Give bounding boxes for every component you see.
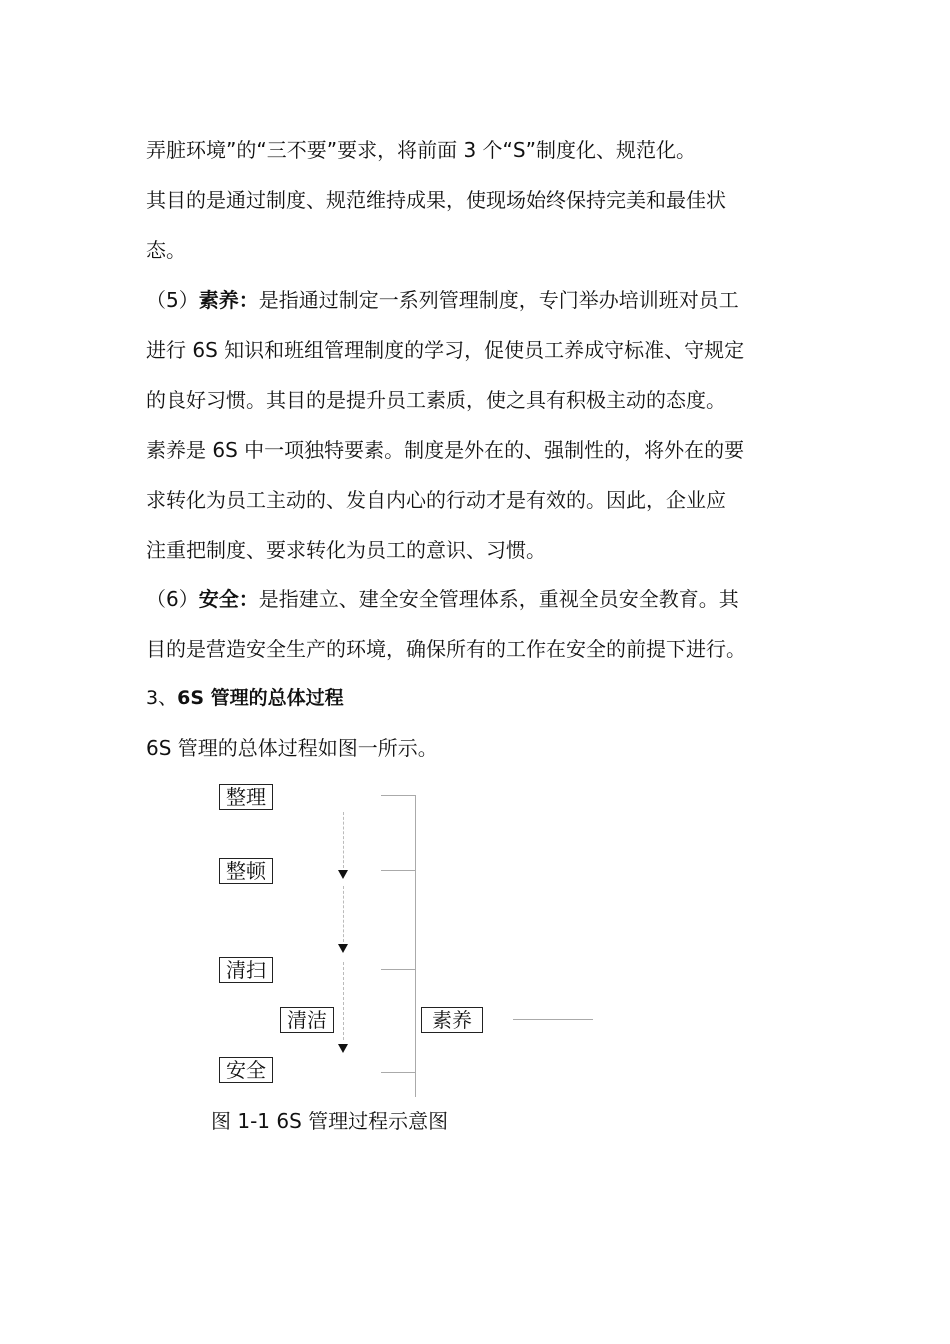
term-label: 安全：: [198, 587, 259, 611]
box-shitsuke: 素养: [421, 1007, 483, 1033]
item-number: （6）: [146, 587, 199, 611]
box-safety: 安全: [219, 1057, 273, 1083]
box-seiton: 整顿: [219, 858, 273, 884]
flow-line: [343, 886, 344, 942]
term-label: 素养：: [198, 288, 259, 312]
box-seiso: 清扫: [219, 957, 273, 983]
text-line: 进行 6S 知识和班组管理制度的学习，促使员工养成守标准、守规定: [146, 338, 745, 362]
connector-line: [381, 795, 416, 796]
item-number: （5）: [146, 288, 199, 312]
text-line: 目的是营造安全生产的环境，确保所有的工作在安全的前提下进行。: [146, 637, 746, 661]
section-heading: [146, 684, 344, 712]
heading-number: 3、: [146, 687, 178, 709]
connector-trunk: [415, 795, 416, 1097]
connector-line: [381, 1072, 416, 1073]
section-5-line: [146, 286, 739, 314]
flow-line: [343, 812, 344, 868]
box-seiketsu: 清洁: [280, 1007, 334, 1033]
figure-caption: 图 1-1 6S 管理过程示意图: [211, 1109, 449, 1133]
text-line: 其目的是通过制度、规范维持成果，使现场始终保持完美和最佳状: [146, 188, 726, 212]
text-line: 求转化为员工主动的、发自内心的行动才是有效的。因此，企业应: [146, 488, 726, 512]
arrow-down-icon: [338, 1044, 348, 1053]
text-line: 6S 管理的总体过程如图一所示。: [146, 736, 438, 760]
flow-line: [343, 962, 344, 1040]
text-line: 弄脏环境”的“三不要”要求，将前面 3 个“S”制度化、规范化。: [146, 138, 696, 162]
text-line: 素养是 6S 中一项独特要素。制度是外在的、强制性的，将外在的要: [146, 438, 745, 462]
term-definition: 是指通过制定一系列管理制度，专门举办培训班对员工: [258, 288, 739, 312]
section-6-line: [146, 585, 739, 613]
box-seiri: 整理: [219, 784, 273, 810]
connector-line: [381, 969, 416, 970]
text-line: 的良好习惯。其目的是提升员工素质，使之具有积极主动的态度。: [146, 388, 726, 412]
connector-line: [513, 1019, 593, 1020]
connector-line: [381, 870, 416, 871]
term-definition: 是指建立、建全安全管理体系，重视全员安全教育。其: [258, 587, 739, 611]
arrow-down-icon: [338, 870, 348, 879]
text-line: 注重把制度、要求转化为员工的意识、习惯。: [146, 538, 546, 562]
heading-text: 6S 管理的总体过程: [177, 687, 344, 709]
text-line: 态。: [146, 238, 186, 262]
arrow-down-icon: [338, 944, 348, 953]
